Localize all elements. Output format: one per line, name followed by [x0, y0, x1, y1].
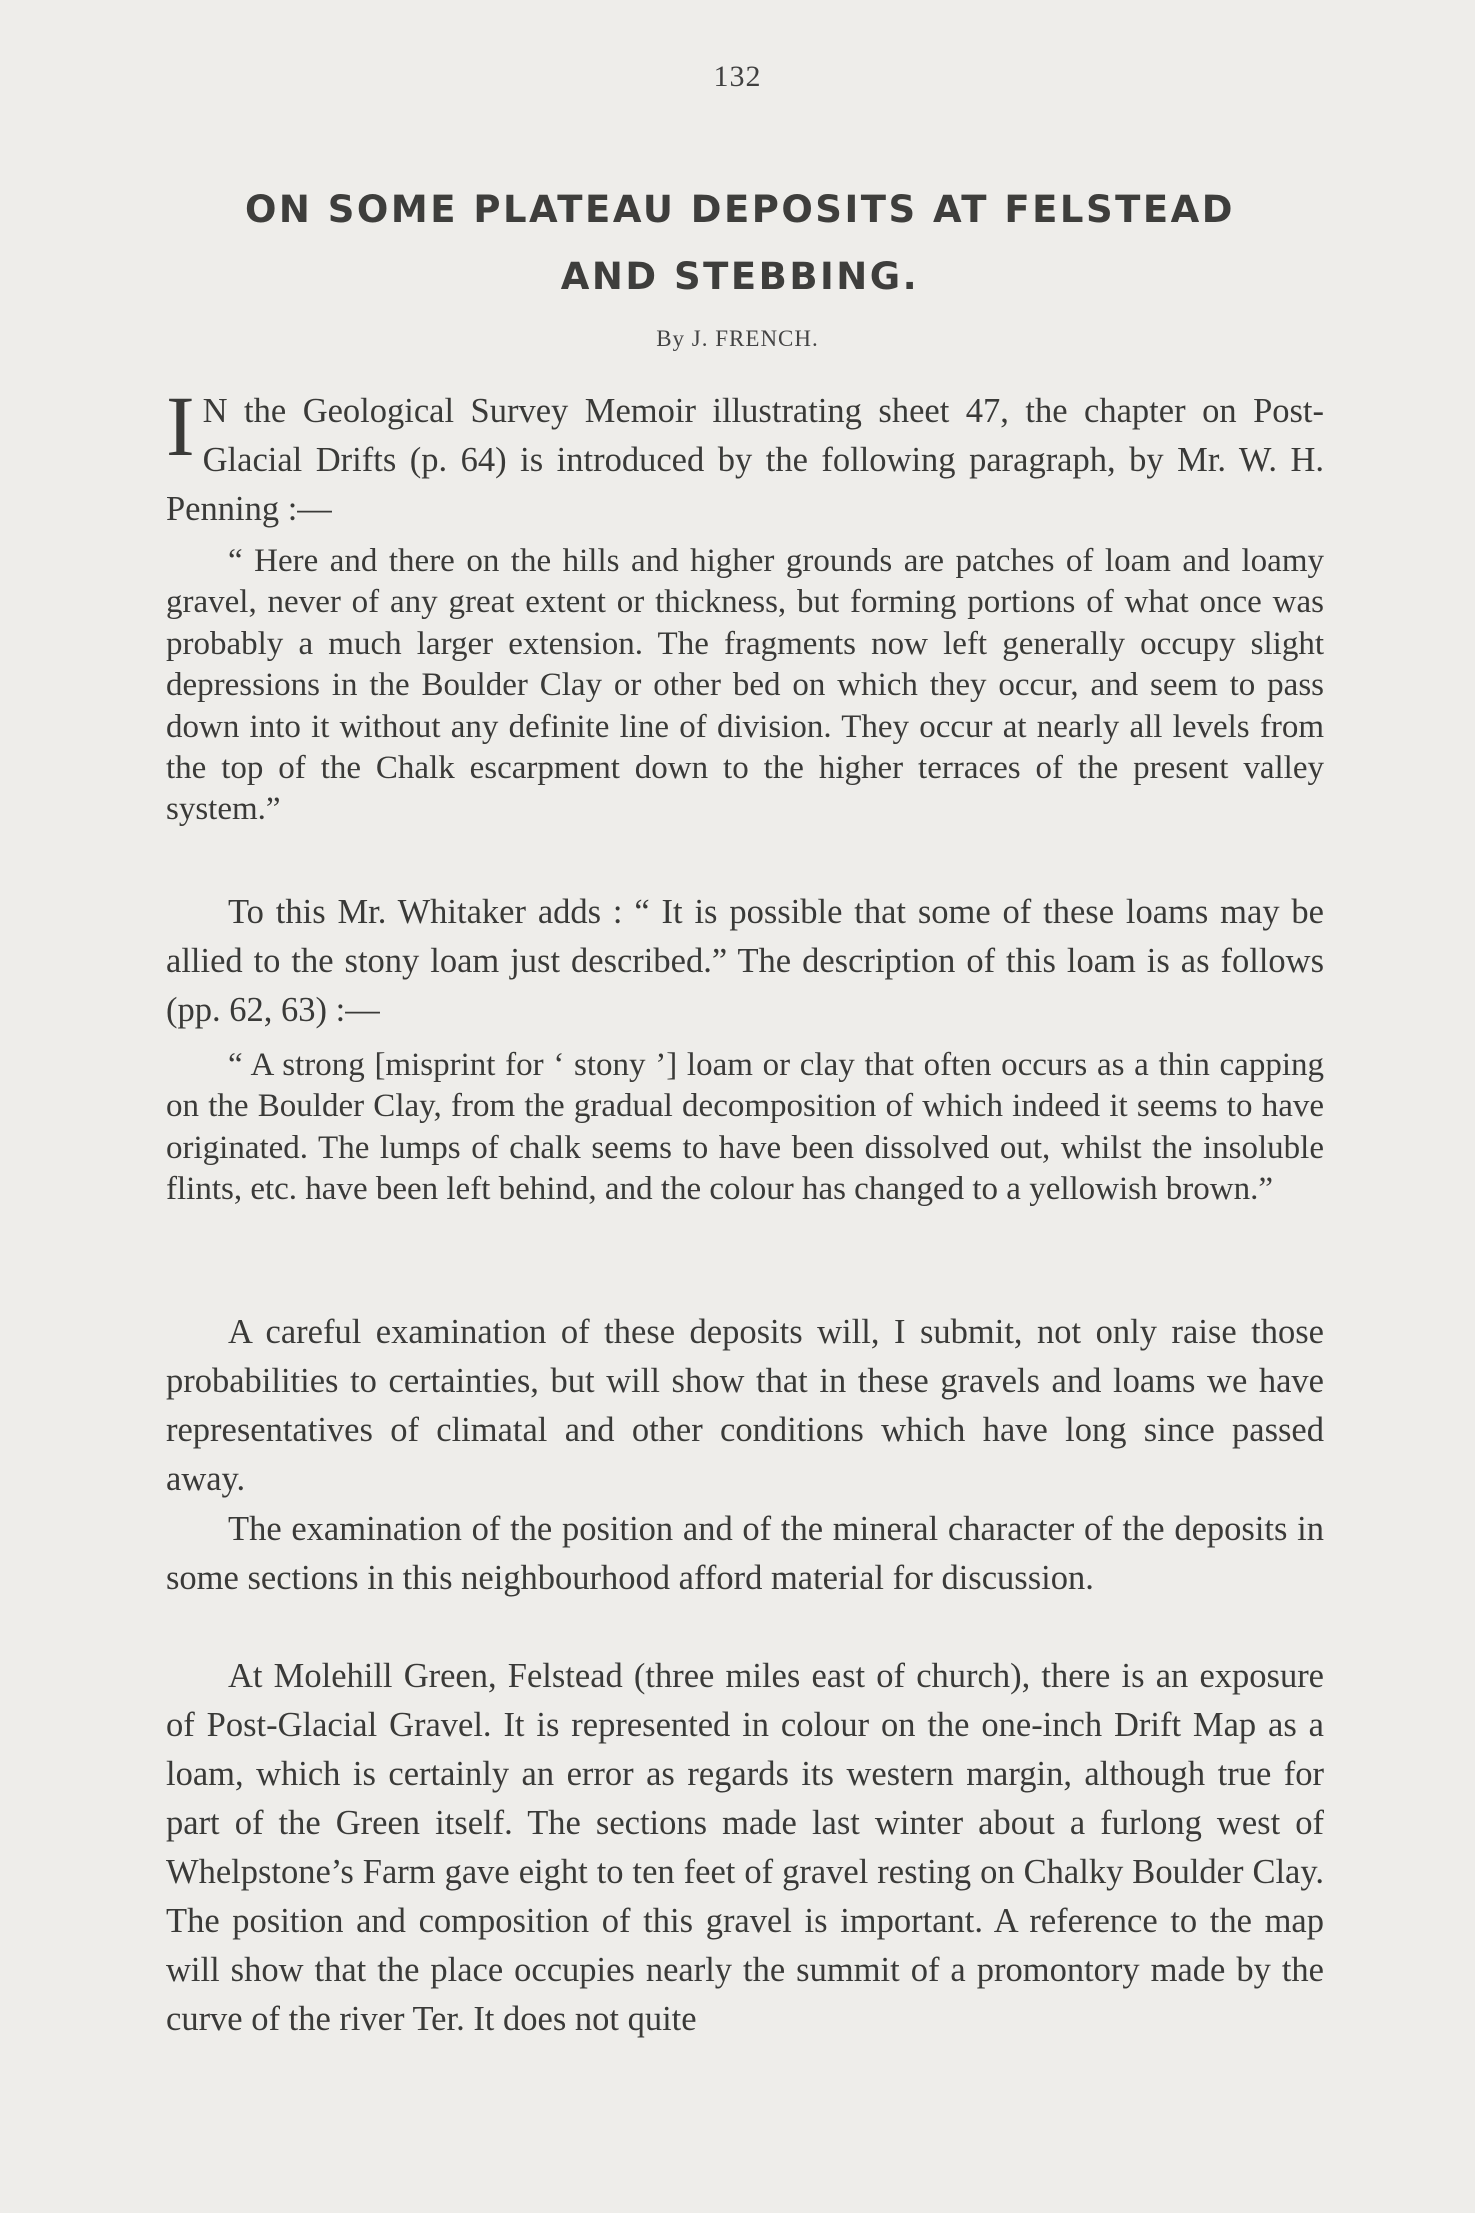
- paragraph-2: [166, 888, 1324, 1035]
- paragraph-5: [166, 1652, 1324, 2044]
- quote-penning: “ Here and there on the hills and higher grounds are patches of loam and loamy gravel, never of any great extent or thickness, but forming portions of what once was probably a much larger extension. The fragments now left generally occupy slight depressions in the Boulder Clay or other bed on which they occur, and seem to pass down into it without any definite line of division. They occur at nearly all levels from the top of the Chalk escarpment down to the higher terraces of the present valley system.”: [166, 543, 1324, 828]
- paragraph-molehill-green: At Molehill Green, Felstead (three miles east of church), there is an exposure of Post-Glacial Gravel. It is represented in colour on the one-inch Drift Map as a loam, which is certainly an error as regards its western margin, although true for part of the Green itself. The sections made last winter about a furlong west of Whelpstone’s Farm gave eight to ten feet of gravel resting on Chalky Boulder Clay. The position and composition of this gravel is important. A reference to the map will show that the place occupies nearly the summit of a promontory made by the curve of the river Ter. It does not quite: [166, 1657, 1324, 2038]
- paragraph-examination: A careful examination of these deposits will, I submit, not only raise those probabilities to certainties, but will show that in these gravels and loams we have representatives of climatal and other conditions which have long since passed away.: [166, 1313, 1324, 1498]
- paragraph-whitaker: To this Mr. Whitaker adds : “ It is possible that some of these loams may be allied to the stony loam just described.” The description of this loam is as follows (pp. 62, 63) :—: [166, 893, 1324, 1029]
- drop-cap: I: [166, 378, 195, 474]
- article-title: [140, 176, 1340, 310]
- quote-stony-loam: “ A strong [misprint for ‘ stony ’] loam or clay that often occurs as a thin capping on the Boulder Clay, from the gradual decomposition of which indeed it seems to have originated. The lumps of chalk seems to have been dissolved out, whilst the insoluble flints, etc. have been left behind, and the colour has changed to a yellowish brown.”: [166, 1047, 1324, 1208]
- paragraph-3: [166, 1308, 1324, 1504]
- author-byline: By J. FRENCH.: [656, 326, 819, 351]
- paragraph-intro-text: N the Geological Survey Memoir illustrating sheet 47, the chapter on Post-Glacial Drifts (p. 64) is introduced by the following paragraph, by Mr. W. H. Penning :—: [166, 392, 1324, 528]
- page-number: 132: [713, 60, 762, 93]
- block-quote-2: [166, 1045, 1324, 1211]
- title-line-2: AND STEBBING.: [560, 255, 920, 298]
- paragraph-4: [166, 1505, 1324, 1603]
- block-quote-1: [166, 541, 1324, 831]
- paragraph-mineral-character: The examination of the position and of the mineral character of the deposits in some sections in this neighbourhood afford material for discussion.: [166, 1510, 1324, 1597]
- paragraph-intro: [166, 378, 1324, 534]
- title-line-1: ON SOME PLATEAU DEPOSITS AT FELSTEAD: [244, 188, 1236, 231]
